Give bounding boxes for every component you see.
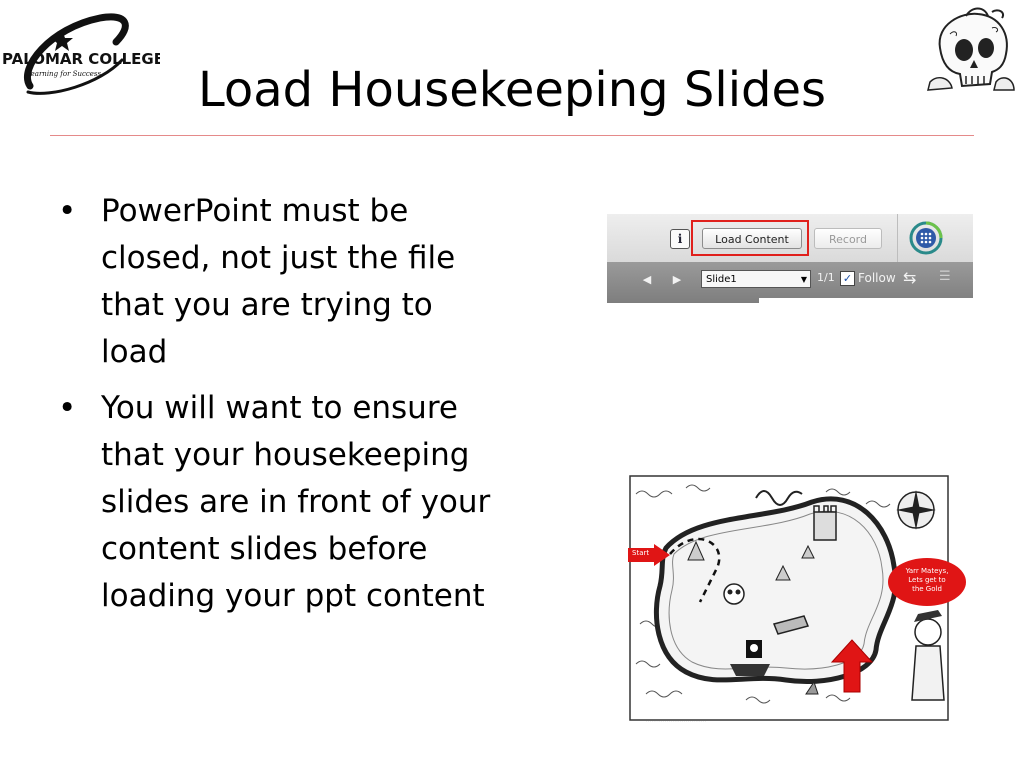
bullet-item [58, 385, 498, 620]
bullet-marker: • [58, 193, 77, 229]
pirate-skull-icon [922, 4, 1018, 96]
info-button[interactable]: i [670, 229, 690, 249]
speech-line: Lets get to [908, 576, 946, 584]
sync-arrows-icon[interactable]: ⇆ [903, 268, 917, 287]
pirate-speech-bubble [888, 558, 966, 606]
speech-line: Yarr Mateys, [905, 567, 949, 575]
bullet-marker: • [58, 390, 77, 426]
next-slide-icon[interactable]: ▶ [672, 273, 682, 286]
load-content-button[interactable]: Load Content [702, 228, 802, 249]
bullet-text: PowerPoint must be closed, not just the file that you are trying to load [101, 193, 456, 370]
start-label: Start [632, 549, 650, 557]
follow-label: Follow [858, 271, 896, 285]
toolbar-divider [897, 214, 898, 262]
speech-line: the Gold [912, 585, 942, 593]
bullet-item [58, 188, 498, 376]
previous-slide-icon[interactable]: ◀ [642, 273, 652, 286]
slide-select[interactable] [701, 270, 811, 288]
record-button[interactable]: Record [814, 228, 882, 249]
list-view-icon[interactable]: ☰ [939, 269, 951, 284]
title-divider [50, 135, 974, 136]
logo-name: PALOMAR COLLEGE [2, 50, 160, 68]
bullet-text: You will want to ensure that your housekeeping slides are in front of your content slides before loading your ppt content [101, 390, 491, 614]
svg-text:· · · · · · · · · · · · · · ·: · · · · · · · · · · · · · · · · · · · · · · · · · · · · · · · · [646, 719, 707, 723]
toolbar-screenshot [607, 214, 973, 303]
follow-checkbox[interactable]: ✓ [840, 271, 855, 286]
slide-select-value: Slide1 [706, 274, 737, 285]
chevron-down-icon: ▼ [800, 275, 807, 284]
toolbar-edge [759, 298, 973, 303]
page-count: 1/1 [817, 271, 835, 284]
slide-title: Load Housekeeping Slides [197, 62, 827, 118]
logo-tagline: Learning for Success [26, 70, 102, 78]
bullet-list [58, 188, 498, 629]
start-arrow [628, 544, 670, 566]
app-logo-icon[interactable] [909, 221, 943, 255]
